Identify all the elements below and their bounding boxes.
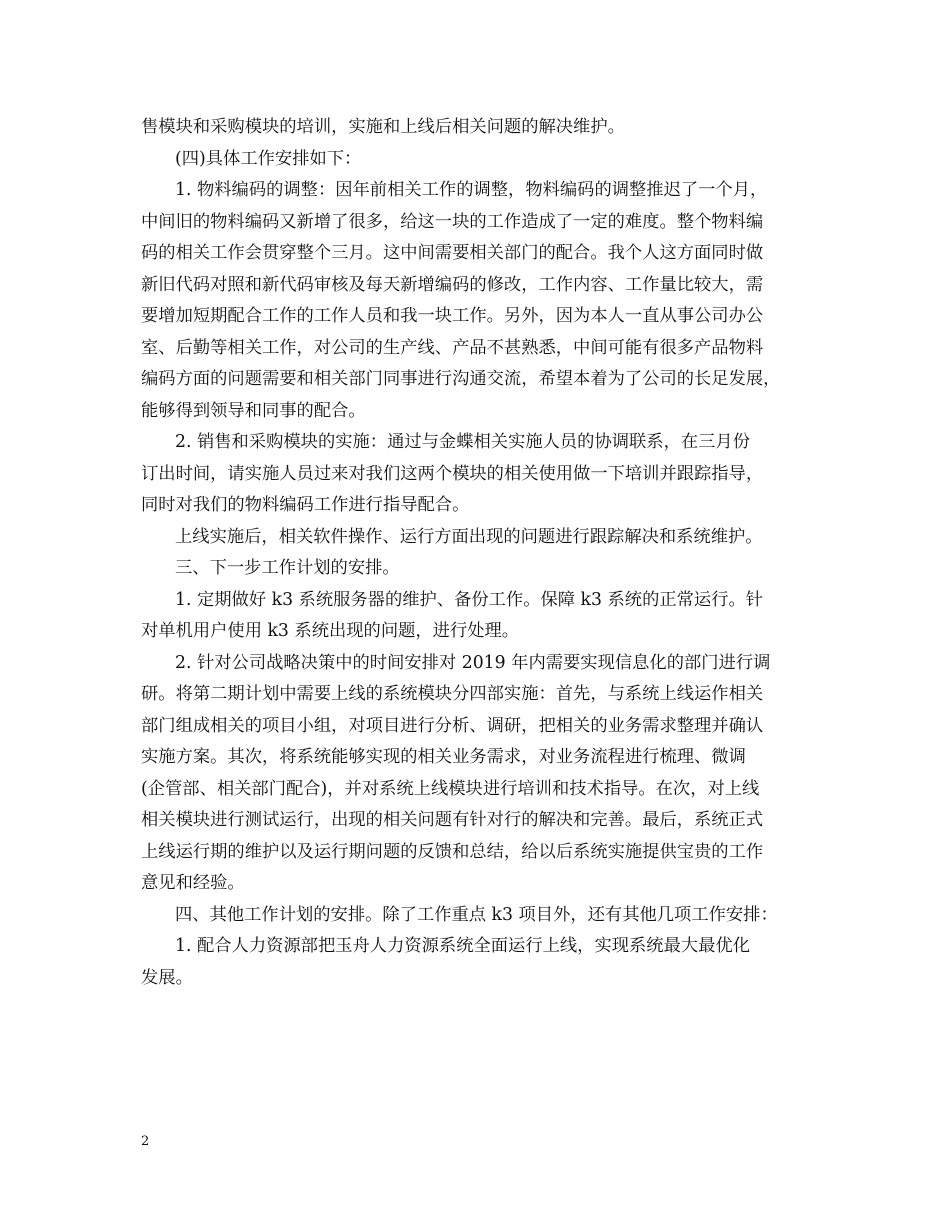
paragraph xyxy=(141,900,821,932)
paragraph xyxy=(141,112,821,144)
paragraph xyxy=(141,144,821,176)
text-line: 要增加短期配合工作的工作人员和我一块工作。另外，因为本人一直从事公司办公 xyxy=(141,306,764,326)
text-line: (四)具体工作安排如下： xyxy=(175,148,362,169)
page-number: 2 xyxy=(141,1134,150,1149)
paragraph xyxy=(141,427,821,522)
text-line: 室、后勤等相关工作，对公司的生产线、产品不甚熟悉，中间可能有很多产品物料 xyxy=(141,337,764,358)
text-line: 2. 针对公司战略决策中的时间安排对 2019 年内需要实现信息化的部门进行调 xyxy=(175,652,771,673)
paragraph xyxy=(141,648,821,900)
text-line: 编码方面的问题需要和相关部门同事进行沟通交流，希望本着为了公司的长足发展， xyxy=(141,369,781,389)
text-line: 1. 物料编码的调整：因年前相关工作的调整，物料编码的调整推迟了一个月， xyxy=(175,180,768,200)
text-line: 能够得到领导和同事的配合。 xyxy=(141,400,366,421)
text-line: 研。将第二期计划中需要上线的系统模块分四部实施：首先，与系统上线运作相关 xyxy=(141,684,764,704)
text-line: 1. 配合人力资源部把玉舟人力资源系统全面运行上线，实现系统最大最优化 xyxy=(175,936,750,956)
text-line: 码的相关工作会贯穿整个三月。这中间需要相关部门的配合。我个人这方面同时做 xyxy=(141,243,764,263)
text-line: 售模块和采购模块的培训，实施和上线后相关问题的解决维护。 xyxy=(141,117,625,137)
paragraph xyxy=(141,522,821,554)
text-line: 1. 定期做好 k3 系统服务器的维护、备份工作。保障 k3 系统的正常运行。针 xyxy=(175,589,764,610)
paragraph xyxy=(141,931,821,994)
text-line: 上线运行期的维护以及运行期问题的反馈和总结，给以后系统实施提供宝贵的工作 xyxy=(141,841,764,862)
paragraph xyxy=(141,175,821,427)
text-line: 新旧代码对照和新代码审核及每天新增编码的修改，工作内容、工作量比较大，需 xyxy=(141,274,764,295)
text-line: 对单机用户使用 k3 系统出现的问题，进行处理。 xyxy=(141,621,520,641)
paragraph xyxy=(141,553,821,585)
text-line: 三、下一步工作计划的安排。 xyxy=(175,558,400,578)
paragraph xyxy=(141,585,821,648)
text-line: 实施方案。其次，将系统能够实现的相关业务需求，对业务流程进行梳理、微调 xyxy=(141,747,746,767)
text-line: 订出时间，请实施人员过来对我们这两个模块的相关使用做一下培训并跟踪指导， xyxy=(141,463,764,484)
text-line: 2. 销售和采购模块的实施：通过与金蝶相关实施人员的协调联系，在三月份 xyxy=(175,432,750,452)
text-line: 上线实施后，相关软件操作、运行方面出现的问题进行跟踪解决和系统维护。 xyxy=(175,526,763,547)
text-line: 意见和经验。 xyxy=(141,873,245,893)
text-line: 发展。 xyxy=(141,967,193,988)
text-line: 相关模块进行测试运行，出现的相关问题有针对行的解决和完善。最后，系统正式 xyxy=(141,810,764,830)
text-line: 中间旧的物料编码又新增了很多，给这一块的工作造成了一定的难度。整个物料编 xyxy=(141,211,764,232)
text-line: 部门组成相关的项目小组，对项目进行分析、调研，把相关的业务需求整理并确认 xyxy=(141,715,764,736)
text-line: 四、其他工作计划的安排。除了工作重点 k3 项目外，还有其他几项工作安排： xyxy=(175,904,778,925)
document-body xyxy=(141,112,821,994)
text-line: 同时对我们的物料编码工作进行指导配合。 xyxy=(141,495,470,515)
text-line: (企管部、相关部门配合)，并对系统上线模块进行培训和技术指导。在次，对上线 xyxy=(141,778,760,799)
